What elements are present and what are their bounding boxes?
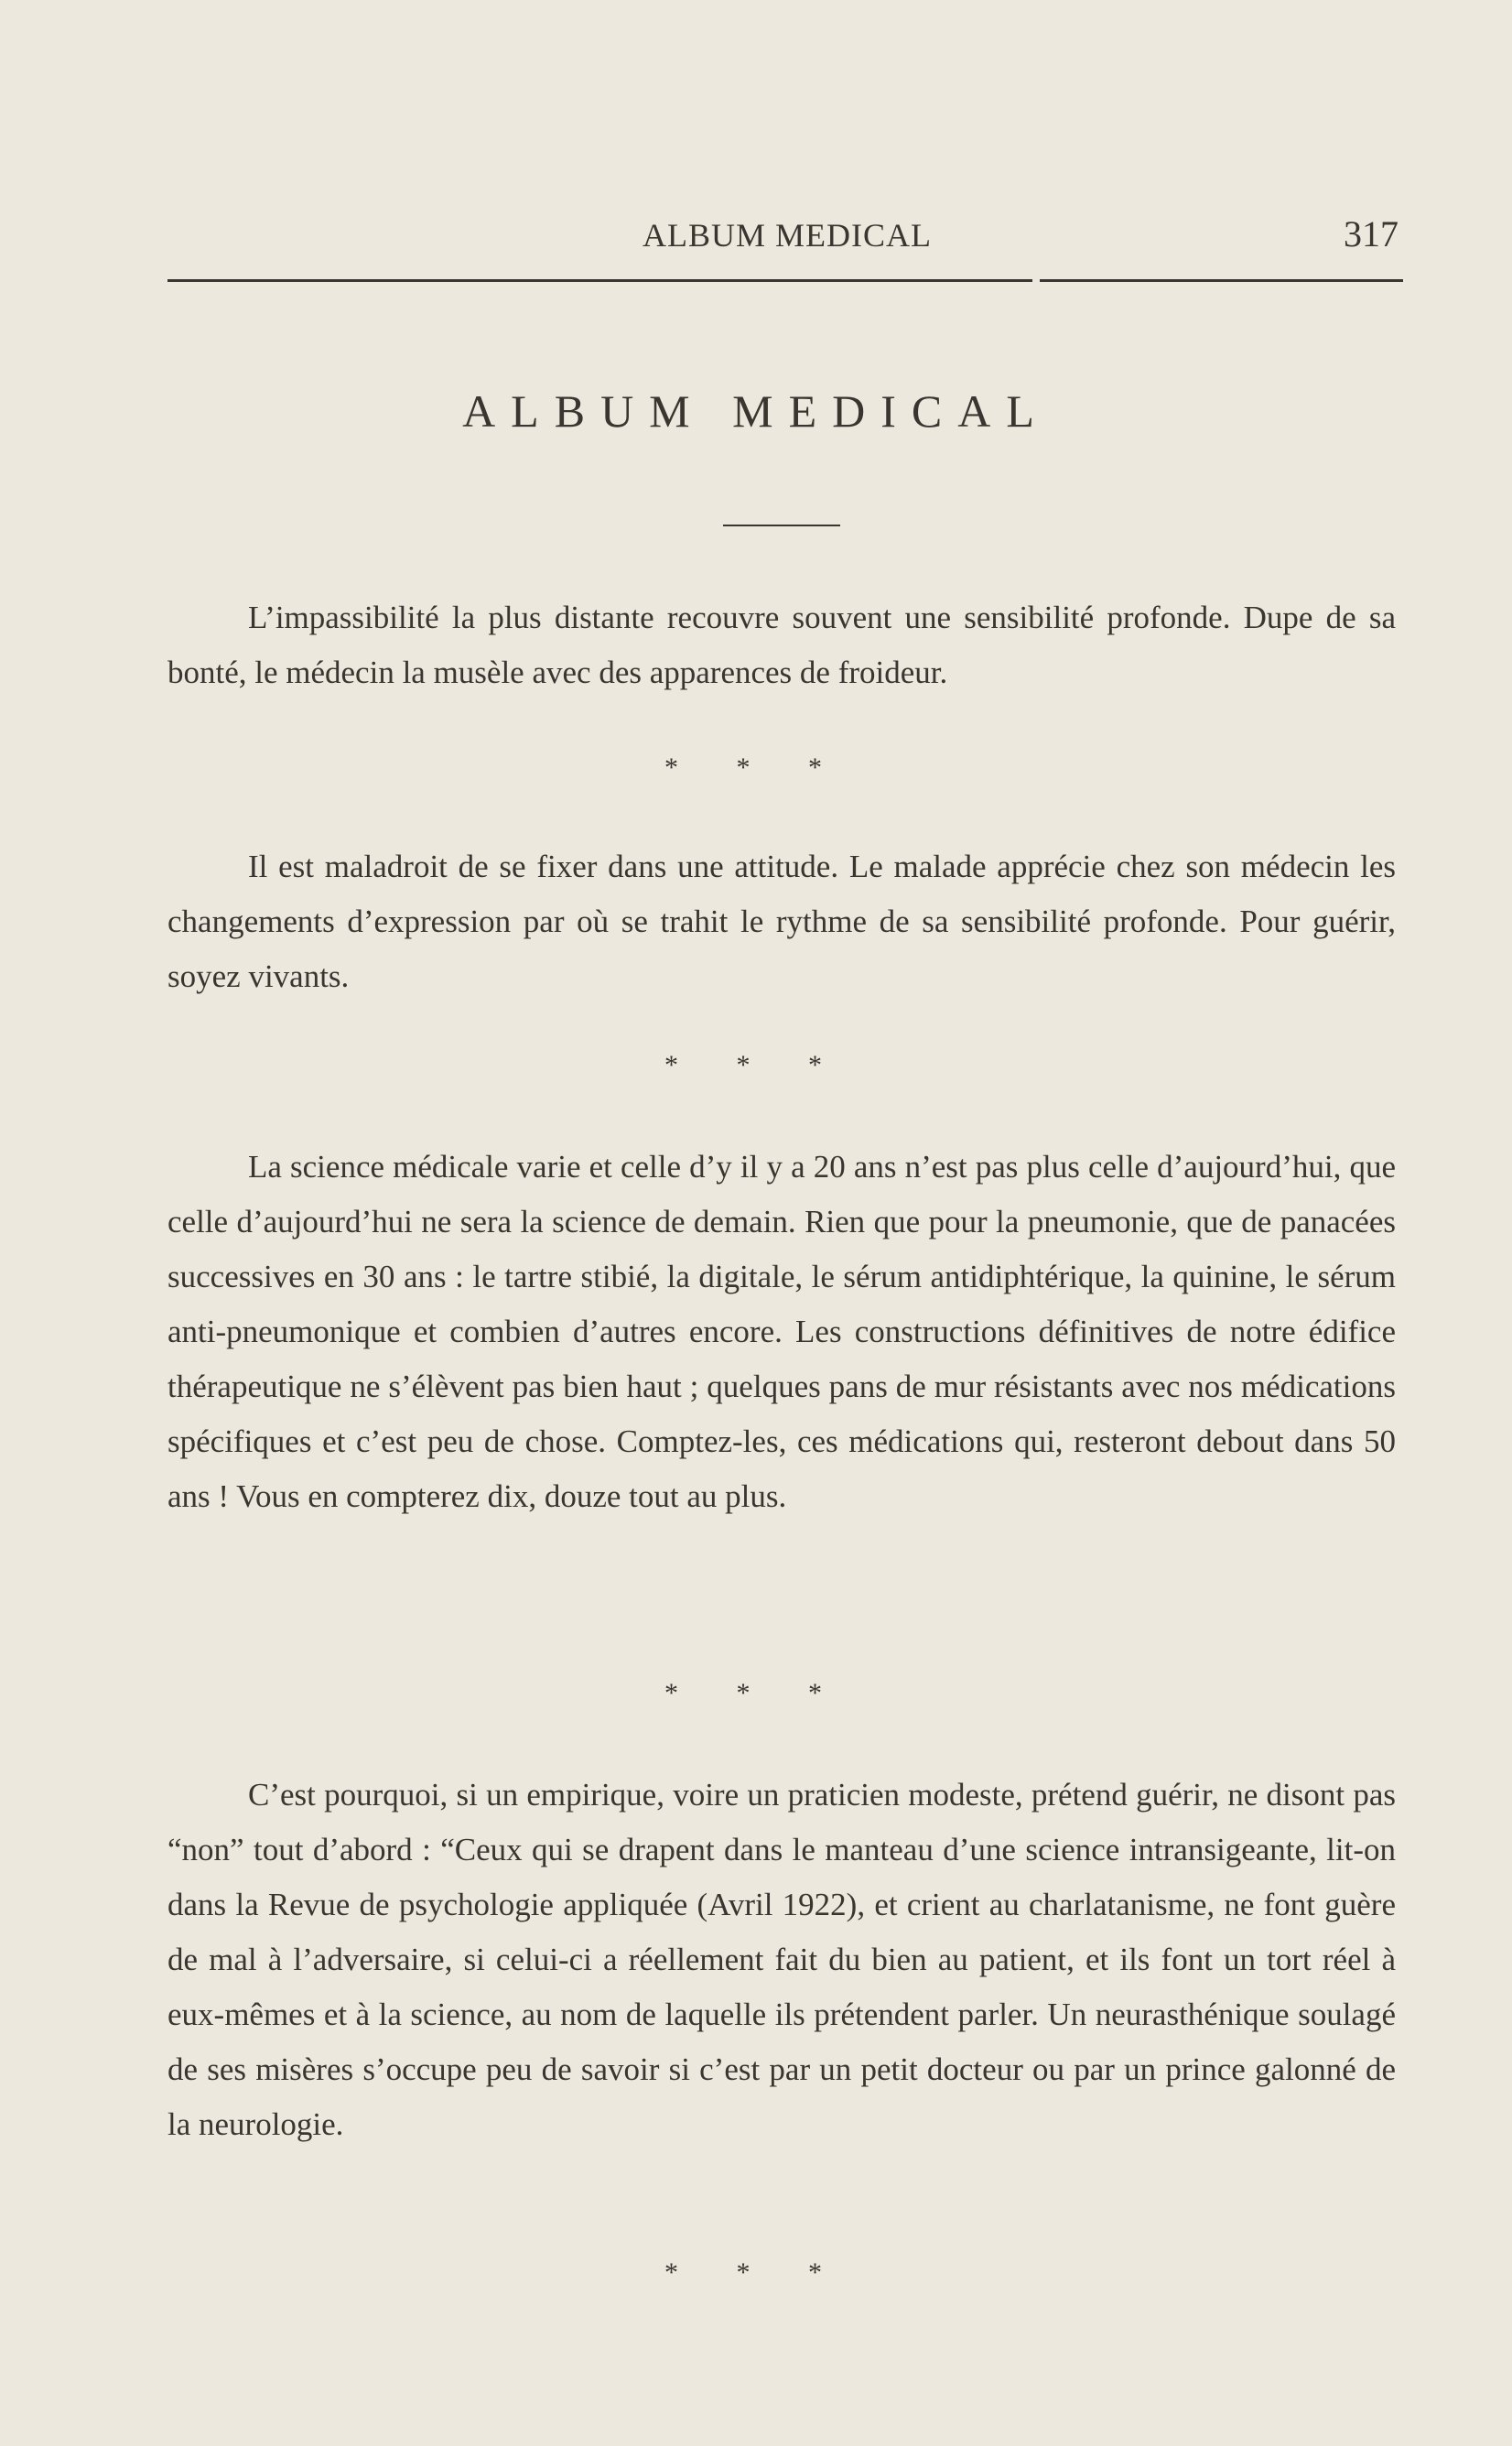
section-separator-1: * * * bbox=[664, 752, 848, 783]
paragraph-4: C’est pourquoi, si un empirique, voire un praticien modeste, prétend guérir, ne disont pas “non” tout d’abord : “Ceux qui se drapent dans le manteau d’une science intransigeante, lit-on dans la Revue de psychologie appliquée (Avril 1922), et crient au charlatanisme, ne font guère de mal à l’adversaire, si celui-ci a réellement fait du bien au patient, et ils font un tort réel à eux-mêmes et à la science, au nom de laquelle ils prétendent parler. Un neurasthénique soulagé de ses misères s’occupe peu de savoir si c’est par un petit docteur ou par un prince galonné de la neurologie. bbox=[167, 1777, 1396, 2142]
section-separator-3: * * * bbox=[664, 1678, 848, 1708]
section-separator-4: * * * bbox=[664, 2257, 848, 2288]
paragraph-1: L’impassibilité la plus distante recouvre souvent une sensibilité profonde. Dupe de sa bonté, le médecin la musèle avec des apparences de froideur. bbox=[167, 600, 1396, 690]
title-rule bbox=[723, 525, 840, 526]
page-number: 317 bbox=[1344, 213, 1399, 254]
running-title: ALBUM MEDICAL bbox=[643, 217, 932, 254]
running-head bbox=[0, 212, 1512, 258]
chapter-title: ALBUM MEDICAL bbox=[462, 385, 1050, 437]
paragraph-3: La science médicale varie et celle d’y il y a 20 ans n’est pas plus celle d’aujourd’hui, que celle d’aujourd’hui ne sera la science de demain. Rien que pour la pneumonie, que de panacées successives en 30 ans : le tartre stibié, la digitale, le sérum antidiphtérique, la quinine, le sérum anti-pneumonique et combien d’autres encore. Les constructions définitives de notre édifice thérapeutique ne s’élèvent pas bien haut ; quelques pans de mur résistants avec nos médications spécifiques et c’est peu de chose. Comptez-les, ces médications qui, resteront debout dans 50 ans ! Vous en compterez dix, douze tout au plus. bbox=[167, 1149, 1396, 1514]
paragraph-2: Il est maladroit de se fixer dans une attitude. Le malade apprécie chez son médecin les changements d’expression par où se trahit le rythme de sa sensibilité profonde. Pour guérir, soyez vivants. bbox=[167, 849, 1396, 994]
section-separator-2: * * * bbox=[664, 1050, 848, 1080]
header-rule bbox=[167, 279, 1403, 282]
